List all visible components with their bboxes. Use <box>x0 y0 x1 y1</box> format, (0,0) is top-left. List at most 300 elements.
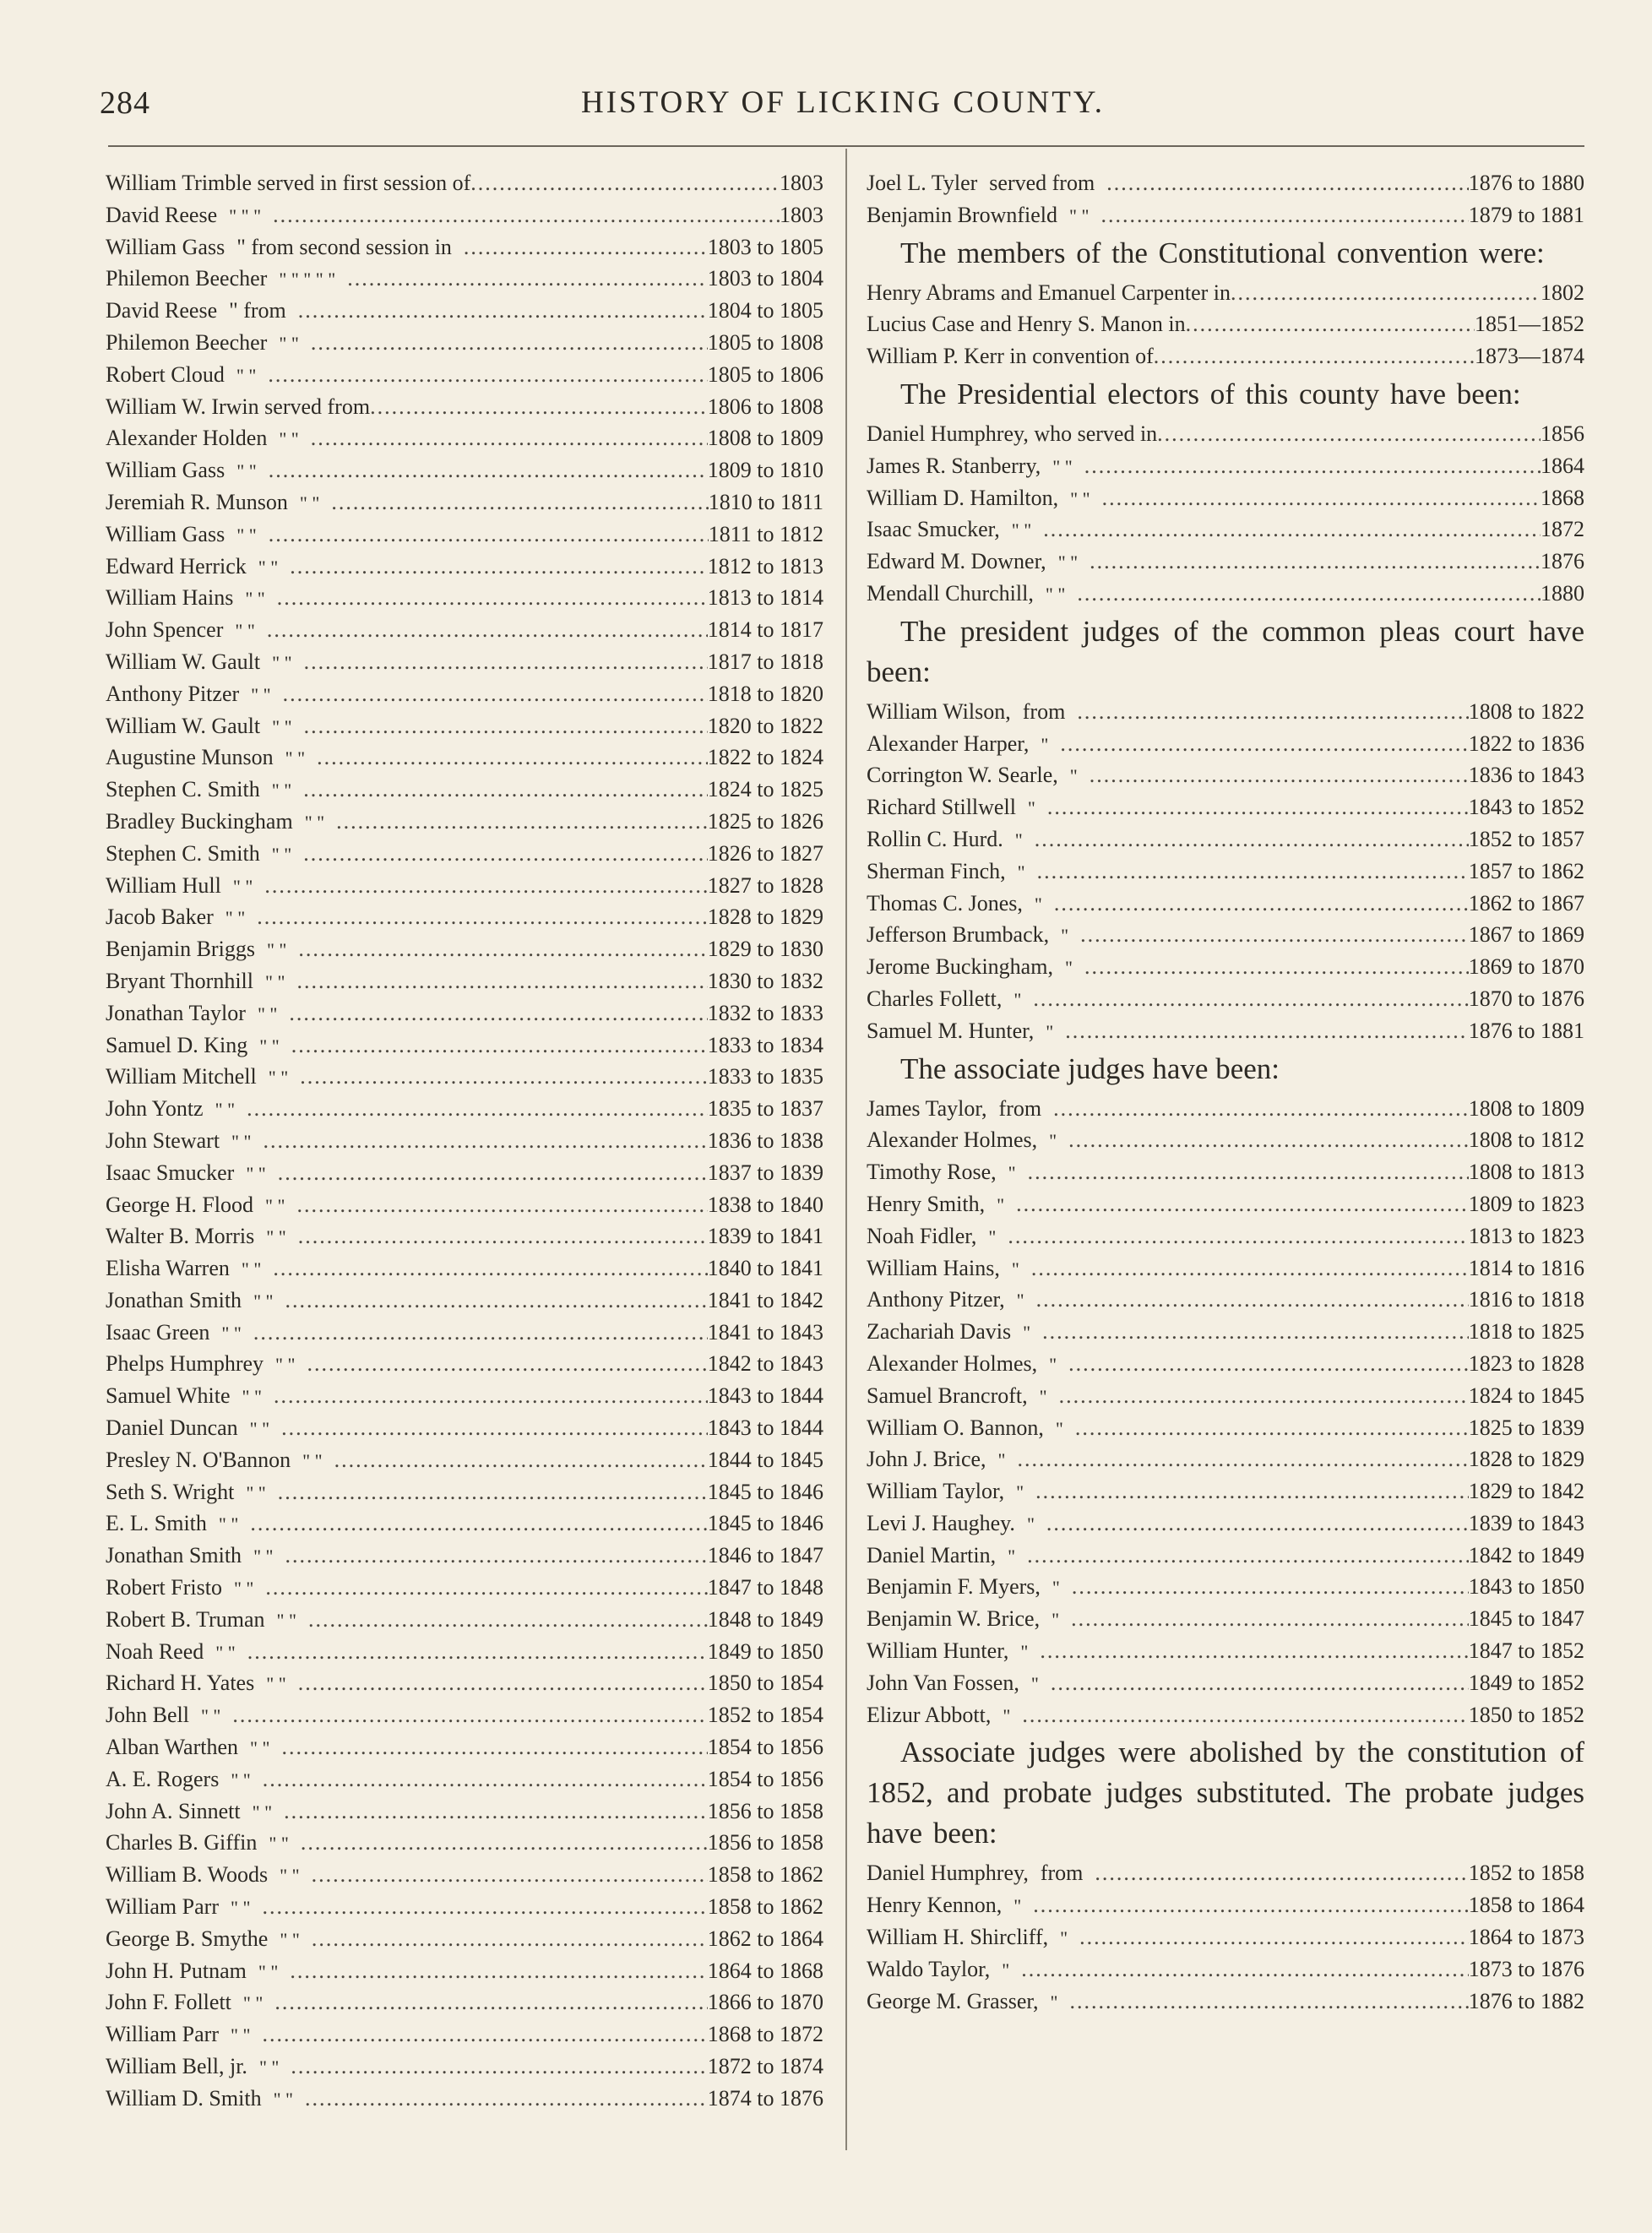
leader-dots <box>311 422 708 454</box>
representatives-continued-list <box>867 167 1584 231</box>
list-entry <box>867 167 1584 199</box>
list-entry <box>867 983 1584 1015</box>
entry-date: 1836 to 1838 <box>707 1127 823 1153</box>
entry-ditto: " " <box>231 1768 251 1790</box>
entry-date: 1808 to 1822 <box>1468 698 1584 724</box>
entry-ditto: " " <box>276 1609 296 1631</box>
entry-name: Levi J. Haughey. <box>867 1510 1015 1535</box>
entry-name: John Spencer <box>106 617 224 643</box>
entry-name: Richard H. Yates <box>106 1671 255 1696</box>
entry-name: William D. Smith <box>106 2085 262 2111</box>
entry-name: Henry Abrams and Emanuel Carpenter in <box>867 280 1231 305</box>
list-entry <box>867 578 1584 610</box>
entry-ditto: " " <box>251 683 271 705</box>
entry-ditto: " " <box>266 1226 286 1248</box>
leader-dots <box>1072 1571 1469 1603</box>
list-entry <box>106 199 823 231</box>
entry-date: 1845 to 1846 <box>707 1479 823 1504</box>
entry-name: William Hains, <box>867 1255 1000 1280</box>
entry-date: 1809 to 1810 <box>707 458 823 483</box>
list-entry <box>106 710 823 742</box>
entry-ditto: " <box>997 1449 1006 1471</box>
entry-date: 1818 to 1825 <box>1468 1319 1584 1345</box>
entry-ditto: " " <box>265 970 285 992</box>
entry-date: 1832 to 1833 <box>707 1000 823 1025</box>
president-judges-list <box>867 696 1584 1047</box>
entry-date: 1802 <box>1541 280 1584 305</box>
entry-name: Jonathan Smith <box>106 1543 242 1568</box>
leader-dots <box>265 1572 707 1604</box>
entry-ditto: " " <box>1052 455 1073 477</box>
leader-dots <box>336 806 708 838</box>
leader-dots <box>370 391 708 423</box>
list-entry <box>106 870 823 902</box>
entry-name: William Taylor, <box>867 1479 1005 1504</box>
entry-name: Noah Reed <box>106 1638 204 1664</box>
entry-date: 1830 to 1832 <box>707 968 823 993</box>
entry-name: William Gass <box>106 458 226 483</box>
entry-name: Mendall Churchill, <box>867 580 1034 606</box>
entry-name: Jeremiah R. Munson <box>106 489 288 514</box>
list-entry <box>106 774 823 806</box>
entry-ditto: " <box>1017 861 1025 883</box>
entry-ditto: from <box>1022 698 1066 724</box>
entry-ditto: " <box>1030 1672 1039 1694</box>
entry-date: 1856 <box>1541 421 1584 446</box>
list-entry <box>106 1380 823 1412</box>
leader-dots <box>1043 513 1541 546</box>
constitutional-list <box>867 277 1584 372</box>
leader-dots <box>1102 482 1541 514</box>
leader-dots <box>1231 277 1541 309</box>
entry-name: Alban Warthen <box>106 1735 238 1760</box>
entry-ditto: " " <box>236 364 257 386</box>
associate-judges-heading: The associate judges have been: <box>900 1051 1280 1085</box>
entry-ditto: " <box>1055 1417 1063 1439</box>
entry-ditto: " " <box>252 1801 273 1823</box>
leader-dots <box>253 1317 708 1349</box>
entry-name: Daniel Martin, <box>867 1542 997 1567</box>
entry-date: 1879 to 1881 <box>1468 202 1584 227</box>
entry-name: Philemon Beecher <box>106 329 268 355</box>
leader-dots <box>298 1220 708 1252</box>
entry-ditto: " " <box>246 1481 266 1503</box>
entry-name: Rollin C. Hurd. <box>867 826 1003 851</box>
entry-ditto: " <box>1041 733 1049 755</box>
entry-date: 1805 to 1808 <box>707 329 823 355</box>
entry-ditto: " " <box>280 1928 300 1950</box>
list-entry <box>106 582 823 614</box>
entry-date: 1870 to 1876 <box>1468 986 1584 1011</box>
leader-dots <box>311 327 708 359</box>
leader-dots <box>291 1030 708 1062</box>
leader-dots <box>317 742 708 774</box>
entry-ditto: " <box>1052 1577 1060 1599</box>
list-entry <box>106 1030 823 1062</box>
list-entry <box>867 1571 1584 1603</box>
list-entry <box>106 327 823 359</box>
entry-ditto: " <box>1049 1130 1057 1152</box>
page-number: 284 <box>100 85 150 121</box>
entry-date: 1810 to 1811 <box>708 489 823 514</box>
entry-ditto: " <box>1016 1290 1024 1312</box>
leader-dots <box>300 1061 708 1093</box>
entry-ditto: " " <box>269 1833 289 1855</box>
entry-name: Benjamin Brownfield <box>867 202 1058 227</box>
leader-dots <box>1084 951 1469 983</box>
entry-ditto: " " <box>258 1960 279 1982</box>
entry-date: 1843 to 1844 <box>707 1415 823 1441</box>
entry-ditto: " <box>988 1225 997 1247</box>
entry-date: 1864 <box>1541 453 1584 478</box>
entry-date: 1852 to 1857 <box>1468 826 1584 851</box>
entry-date: 1829 to 1842 <box>1468 1479 1584 1504</box>
leader-dots <box>1033 1889 1468 1921</box>
entry-name: Seth S. Wright <box>106 1479 235 1504</box>
entry-ditto: " <box>1046 1020 1054 1042</box>
entry-name: Benjamin Briggs <box>106 937 255 962</box>
entry-name: Edward Herrick <box>106 553 247 579</box>
entry-name: Daniel Humphrey, <box>867 1861 1029 1886</box>
leader-dots <box>304 710 708 742</box>
list-entry <box>106 1763 823 1796</box>
entry-name: Samuel White <box>106 1383 231 1409</box>
entry-name: William P. Kerr in convention of <box>867 344 1154 369</box>
list-entry <box>867 1475 1584 1508</box>
list-entry <box>867 1156 1584 1188</box>
entry-ditto: " " <box>272 715 292 737</box>
entry-ditto: " <box>1013 988 1022 1010</box>
entry-date: 1824 to 1825 <box>707 777 823 802</box>
entry-date: 1824 to 1845 <box>1468 1383 1584 1408</box>
president-judges-heading: The president judges of the common pleas court have been: <box>867 614 1584 688</box>
leader-dots <box>303 838 708 870</box>
leader-dots <box>1154 340 1475 372</box>
list-entry <box>106 422 823 454</box>
entry-name: Benjamin W. Brice, <box>867 1606 1041 1632</box>
entry-name: Bryant Thornhill <box>106 968 254 993</box>
entry-name: George H. Flood <box>106 1192 254 1217</box>
entry-name: Stephen C. Smith <box>106 840 260 866</box>
list-entry <box>867 791 1584 823</box>
entry-name: Samuel Brancroft, <box>867 1383 1028 1408</box>
entry-date: 1813 to 1814 <box>707 585 823 611</box>
entry-name: Alexander Holmes, <box>867 1350 1038 1376</box>
list-entry <box>106 231 823 264</box>
entry-date: 1869 to 1870 <box>1468 954 1584 980</box>
list-entry <box>106 519 823 551</box>
list-entry <box>106 1508 823 1540</box>
entry-name: Edward M. Downer, <box>867 549 1046 574</box>
list-entry <box>106 965 823 997</box>
entry-date: 1838 to 1840 <box>707 1192 823 1217</box>
leader-dots <box>1033 983 1468 1015</box>
list-entry <box>106 486 823 519</box>
entry-date: 1803 to 1805 <box>707 234 823 259</box>
entry-name: Noah Fidler, <box>867 1223 977 1248</box>
associate-judges-list <box>867 1093 1584 1731</box>
entry-name: Elizur Abbott, <box>867 1702 992 1727</box>
list-entry <box>867 1015 1584 1047</box>
leader-dots <box>1040 1635 1468 1667</box>
leader-dots <box>1036 1284 1469 1316</box>
entry-ditto: " " <box>266 939 287 961</box>
entry-date: 1856 to 1858 <box>707 1830 823 1855</box>
entry-date: 1857 to 1862 <box>1468 858 1584 883</box>
entry-ditto: " from second session in <box>236 234 452 259</box>
entry-ditto: " <box>1060 1927 1068 1949</box>
list-entry <box>106 1444 823 1476</box>
entry-date: 1843 to 1844 <box>707 1383 823 1409</box>
list-entry <box>106 1348 823 1380</box>
leader-dots <box>264 1125 708 1157</box>
entry-name: Lucius Case and Henry S. Manon in <box>867 312 1186 337</box>
entry-ditto: " " <box>273 2088 294 2110</box>
entry-date: 1868 to 1872 <box>707 2022 823 2047</box>
list-entry <box>867 919 1584 951</box>
list-entry <box>867 696 1584 728</box>
list-entry <box>867 1953 1584 1986</box>
leader-dots <box>269 519 709 551</box>
entry-ditto: " " <box>253 1290 274 1312</box>
entry-name: William Parr <box>106 1894 219 1920</box>
entry-date: 1839 to 1841 <box>707 1224 823 1249</box>
entry-date: 1872 to 1874 <box>707 2054 823 2079</box>
entry-date: 1849 to 1850 <box>707 1638 823 1664</box>
list-entry <box>867 1348 1584 1380</box>
entry-name: Isaac Green <box>106 1319 210 1345</box>
entry-ditto: " <box>1039 1385 1047 1407</box>
entry-name: Robert B. Truman <box>106 1606 265 1632</box>
leader-dots <box>1022 1699 1468 1731</box>
entry-name: Daniel Duncan <box>106 1415 238 1441</box>
list-entry <box>867 546 1584 578</box>
entry-ditto: " <box>1008 1162 1016 1184</box>
entry-date: 1850 to 1854 <box>707 1671 823 1696</box>
leader-dots <box>308 1604 708 1636</box>
list-entry <box>106 838 823 870</box>
entry-date: 1858 to 1862 <box>707 1862 823 1888</box>
leader-dots <box>269 454 708 486</box>
list-entry <box>867 1540 1584 1572</box>
entry-date: 1829 to 1830 <box>707 937 823 962</box>
list-entry <box>106 391 823 423</box>
entry-name: Jonathan Smith <box>106 1287 242 1312</box>
entry-date: 1845 to 1846 <box>707 1511 823 1536</box>
leader-dots <box>464 231 708 264</box>
entry-name: William Bell, jr. <box>106 2054 247 2079</box>
list-entry <box>867 1220 1584 1252</box>
list-entry <box>106 1572 823 1604</box>
entry-name: Jacob Baker <box>106 905 214 930</box>
list-entry <box>106 806 823 838</box>
entry-ditto: " <box>1026 1513 1035 1535</box>
entry-date: 1841 to 1842 <box>707 1287 823 1312</box>
entry-date: 1854 to 1856 <box>707 1735 823 1760</box>
entry-name: Alexander Harper, <box>867 731 1030 756</box>
entry-name: William Gass <box>106 234 226 259</box>
leader-dots <box>284 1796 708 1828</box>
list-entry <box>106 1157 823 1189</box>
list-entry <box>106 1540 823 1572</box>
entry-date: 1837 to 1839 <box>707 1160 823 1185</box>
list-entry <box>106 1699 823 1731</box>
leader-dots <box>1157 418 1541 450</box>
leader-dots <box>1008 1220 1468 1252</box>
leader-dots <box>298 1667 708 1699</box>
entry-name: Benjamin F. Myers, <box>867 1574 1041 1600</box>
entry-name: Thomas C. Jones, <box>867 890 1023 915</box>
leader-dots <box>1068 1124 1469 1156</box>
entry-date: 1817 to 1818 <box>707 649 823 674</box>
entry-ditto: " <box>1013 1895 1022 1917</box>
entry-ditto: " " <box>304 811 325 833</box>
entry-date: 1854 to 1856 <box>707 1766 823 1791</box>
leader-dots <box>296 965 707 997</box>
entry-date: 1842 to 1843 <box>707 1351 823 1377</box>
entry-date: 1806 to 1808 <box>707 394 823 419</box>
list-entry <box>106 1189 823 1221</box>
entry-ditto: " " <box>272 651 292 673</box>
entry-name: David Reese <box>106 298 218 323</box>
leader-dots <box>291 2051 707 2083</box>
entry-name: David Reese <box>106 202 218 227</box>
entry-ditto: " " <box>258 2056 280 2078</box>
leader-dots <box>303 774 708 806</box>
list-entry <box>106 2018 823 2051</box>
entry-name: William O. Bannon, <box>867 1415 1044 1440</box>
entry-date: 1844 to 1845 <box>707 1447 823 1472</box>
entry-name: John Stewart <box>106 1127 220 1153</box>
entry-date: 1808 to 1809 <box>1468 1095 1584 1121</box>
left-column <box>106 167 823 2115</box>
list-entry <box>106 742 823 774</box>
list-entry <box>106 167 823 199</box>
entry-name: John H. Putnam <box>106 1958 247 1983</box>
list-entry <box>106 359 823 391</box>
leader-dots <box>267 614 708 646</box>
entry-date: 1867 to 1869 <box>1468 922 1584 948</box>
entry-name: William W. Gault <box>106 649 261 674</box>
list-entry <box>867 856 1584 888</box>
entry-ditto: " " <box>271 780 292 801</box>
entry-ditto: from <box>1040 1861 1084 1886</box>
leader-dots <box>1054 888 1469 920</box>
entry-name: William W. Gault <box>106 713 261 738</box>
leader-dots <box>278 1157 708 1189</box>
entry-name: Timothy Rose, <box>867 1160 997 1185</box>
entry-date: 1873—1874 <box>1475 344 1584 369</box>
leader-dots <box>347 263 708 295</box>
entry-ditto: " " <box>246 1162 266 1184</box>
list-entry <box>106 1604 823 1636</box>
entry-name: Philemon Beecher <box>106 266 268 291</box>
leader-dots <box>247 1636 708 1668</box>
leader-dots <box>1065 1015 1469 1047</box>
entry-name: William Trimble served in first session of <box>106 171 471 195</box>
entry-date: 1825 to 1839 <box>1468 1415 1584 1440</box>
list-entry <box>106 614 823 646</box>
entry-date: 1876 to 1881 <box>1468 1018 1584 1043</box>
entry-date: 1822 to 1836 <box>1468 731 1584 756</box>
entry-date: 1816 to 1818 <box>1468 1287 1584 1312</box>
entry-ditto: " " " <box>229 204 262 226</box>
list-entry <box>106 2051 823 2083</box>
entry-name: Waldo Taylor, <box>867 1956 991 1981</box>
entry-ditto: served from <box>989 171 1095 195</box>
leader-dots <box>1075 1412 1469 1444</box>
entry-date: 1864 to 1873 <box>1468 1925 1584 1950</box>
probate-heading: Associate judges were abolished by the constitution of 1852, and probate judges substituted. The probate judges have been: <box>867 1736 1584 1850</box>
entry-date: 1818 to 1820 <box>707 681 823 706</box>
entry-ditto: " " <box>233 1578 254 1600</box>
leader-dots <box>1037 856 1469 888</box>
entry-ditto: " " <box>275 1354 296 1376</box>
leader-dots <box>262 2018 707 2051</box>
leader-dots <box>268 359 707 391</box>
entry-ditto: " <box>1023 1322 1031 1344</box>
entry-date: 1822 to 1824 <box>707 745 823 770</box>
entry-date: 1841 to 1843 <box>707 1319 823 1345</box>
list-entry <box>106 1252 823 1285</box>
entry-ditto: " " <box>280 1865 300 1887</box>
leader-dots <box>1079 1921 1469 1953</box>
entry-name: James R. Stanberry, <box>867 453 1041 478</box>
entry-name: E. L. Smith <box>106 1511 207 1536</box>
entry-name: Joel L. Tyler <box>867 171 978 195</box>
entry-name: Alexander Holmes, <box>867 1127 1038 1153</box>
leader-dots <box>1021 1953 1469 1986</box>
header-rule <box>108 145 1584 147</box>
entry-name: Presley N. O'Bannon <box>106 1447 291 1472</box>
entry-ditto: " <box>1052 1609 1060 1631</box>
leader-dots <box>285 1540 708 1572</box>
entry-name: Robert Cloud <box>106 361 225 387</box>
entry-ditto: " " <box>271 843 292 865</box>
entry-ditto: " <box>1014 829 1023 850</box>
entry-name: William B. Woods <box>106 1862 269 1888</box>
entry-date: 1843 to 1850 <box>1468 1574 1584 1600</box>
list-entry <box>867 1412 1584 1444</box>
leader-dots <box>298 933 707 965</box>
list-entry <box>106 295 823 327</box>
leader-dots <box>1035 823 1469 856</box>
entry-name: John F. Follett <box>106 1990 231 2015</box>
entry-name: Zachariah Davis <box>867 1319 1012 1345</box>
list-entry <box>106 678 823 710</box>
entry-date: 1851—1852 <box>1475 312 1584 337</box>
entry-date: 1849 to 1852 <box>1468 1670 1584 1695</box>
entry-date: 1862 to 1867 <box>1468 890 1584 915</box>
entry-date: 1803 to 1804 <box>707 266 823 291</box>
entry-ditto: " " <box>245 588 265 610</box>
entry-date: 1828 to 1829 <box>707 905 823 930</box>
entry-ditto: " " <box>215 1099 236 1121</box>
list-entry <box>106 933 823 965</box>
list-entry <box>867 1252 1584 1285</box>
entry-name: William Wilson, <box>867 698 1011 724</box>
entry-ditto: " " <box>257 1002 278 1024</box>
leader-dots <box>307 1348 708 1380</box>
list-entry <box>867 1188 1584 1220</box>
leader-dots <box>1046 1508 1469 1540</box>
leader-dots <box>232 1699 707 1731</box>
entry-date: 1848 to 1849 <box>707 1606 823 1632</box>
entry-ditto: " <box>1003 1704 1011 1726</box>
entry-name: John Van Fossen, <box>867 1670 1019 1695</box>
list-entry <box>867 759 1584 791</box>
list-entry <box>867 1316 1584 1348</box>
